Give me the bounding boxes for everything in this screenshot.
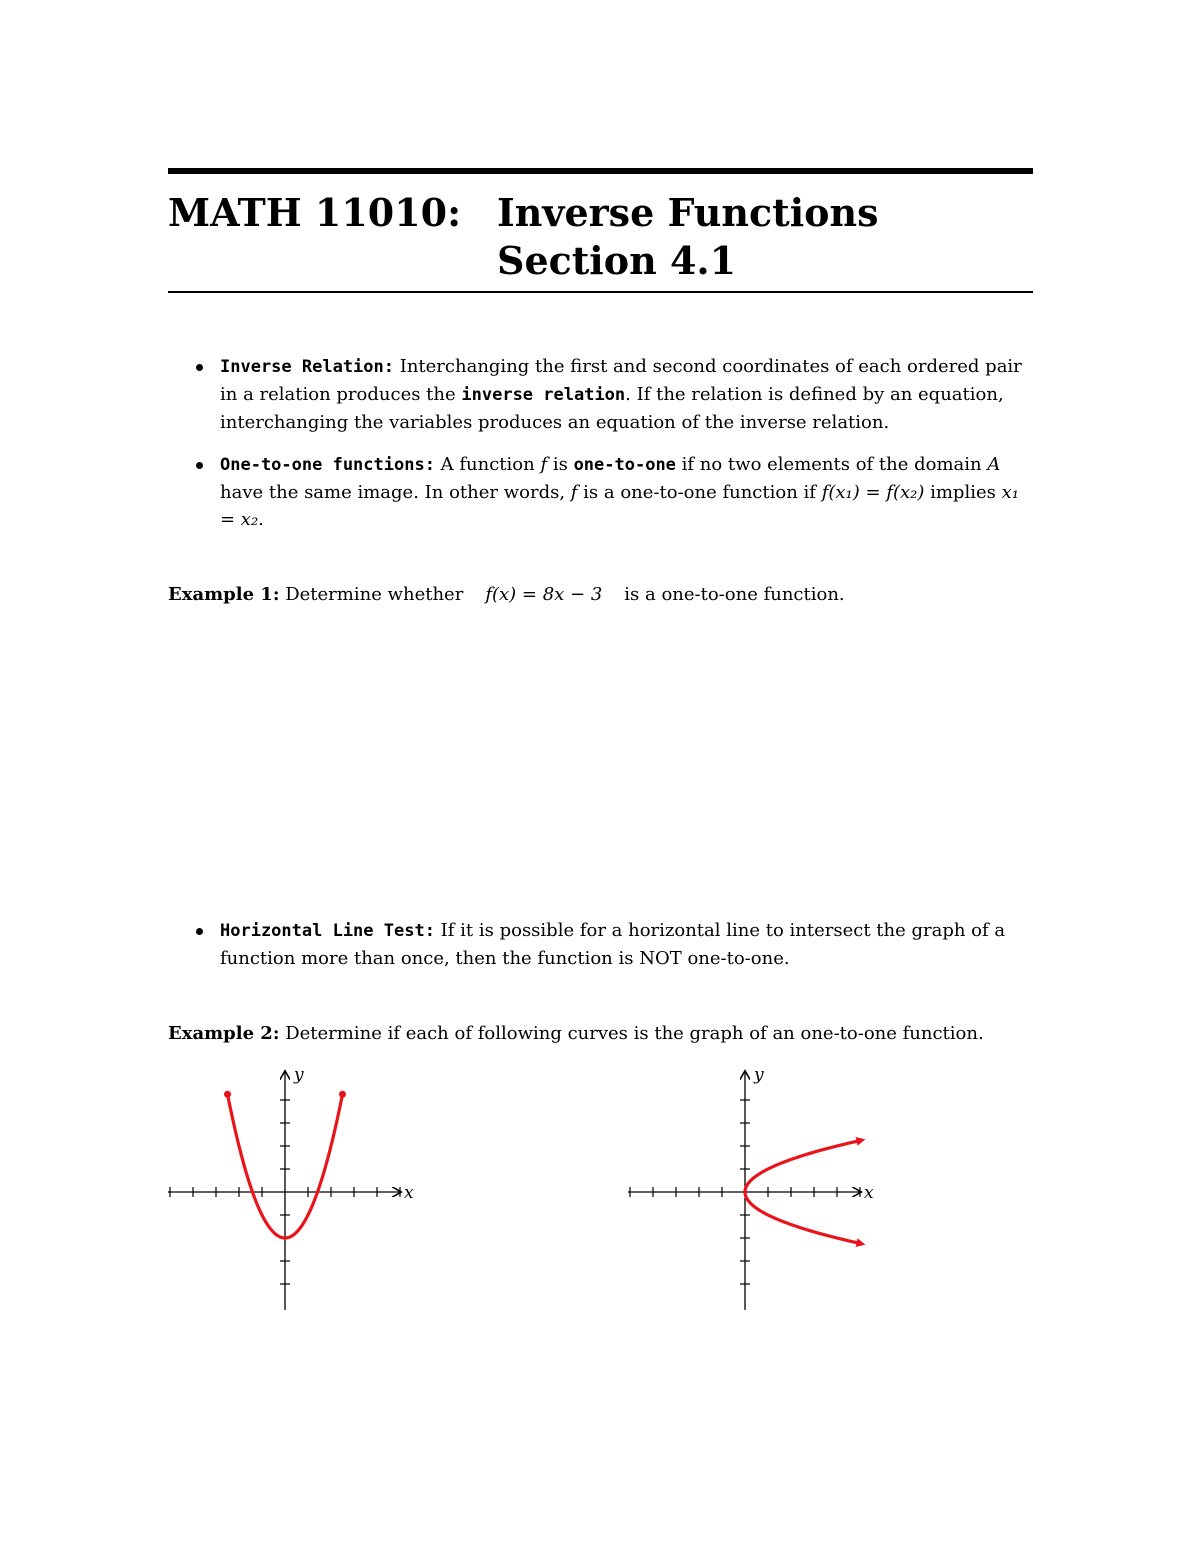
math-var: f: [570, 482, 578, 503]
example-2: [168, 1020, 1033, 1047]
x-axis-label: x: [864, 1183, 874, 1203]
bullet-icon: [196, 462, 203, 469]
example-1: [168, 581, 1033, 608]
math-expression: f(x₁) = f(x₂): [821, 482, 925, 503]
example-text: Determine if each of following curves is the graph of an one-to-one function.: [279, 1023, 984, 1044]
bold-term: inverse relation: [461, 385, 626, 405]
term-label: Horizontal Line Test:: [220, 921, 435, 941]
parabola-graph: [160, 1060, 430, 1320]
course-code: MATH 11010:: [168, 190, 462, 235]
header-rule: [168, 291, 1033, 293]
definition-text: is a one-to-one function if: [577, 482, 822, 503]
math-expression: x₁ = x₂: [220, 482, 1019, 530]
example-label: Example 1:: [168, 584, 280, 605]
term-label: Inverse Relation:: [220, 357, 394, 377]
title-line-2: Section 4.1: [497, 238, 737, 283]
page-title: [497, 189, 879, 285]
curve-endpoint: [224, 1091, 231, 1098]
definition-text: if no two elements of the domain: [675, 454, 988, 475]
term-label: One-to-one functions:: [220, 455, 435, 475]
example-text: Determine whether: [279, 584, 464, 605]
curve-arrowhead: [856, 1238, 866, 1247]
math-var: f: [540, 454, 548, 475]
definition-text: have the same image. In other words,: [220, 482, 571, 503]
definition-inverse-relation: [220, 353, 1033, 436]
example-text: is a one-to-one function.: [624, 584, 845, 605]
math-expression: f(x) = 8x − 3: [485, 584, 603, 605]
x-axis-label: x: [404, 1183, 414, 1203]
y-axis-label: y: [754, 1065, 764, 1085]
definition-text: A function: [434, 454, 541, 475]
bullet-icon: [196, 364, 203, 371]
example-label: Example 2:: [168, 1023, 280, 1044]
bold-term: one-to-one: [573, 455, 676, 475]
math-var: A: [987, 454, 1001, 475]
definition-text: implies: [924, 482, 1002, 503]
sideways-parabola-graph: [620, 1060, 890, 1320]
definition-horizontal-line-test: [220, 917, 1033, 972]
title-line-1: Inverse Functions: [497, 190, 879, 235]
y-axis-label: y: [294, 1065, 304, 1085]
curve-arrowhead: [856, 1137, 866, 1146]
definition-text: .: [258, 509, 264, 530]
curve-endpoint: [339, 1091, 346, 1098]
bullet-icon: [196, 928, 203, 935]
definition-text: Interchanging the first and second coordinates of each ordered pair in a relation produces the: [220, 356, 1022, 405]
definition-text: is: [547, 454, 574, 475]
definition-text: . If the relation is defined by an equation, interchanging the variables produces an equation of the inverse relation.: [220, 384, 1004, 433]
definition-text: If it is possible for a horizontal line to intersect the graph of a function more than once, then the function is NOT one-to-one.: [220, 920, 1006, 969]
top-rule: [168, 168, 1033, 174]
definition-one-to-one: [220, 451, 1033, 533]
